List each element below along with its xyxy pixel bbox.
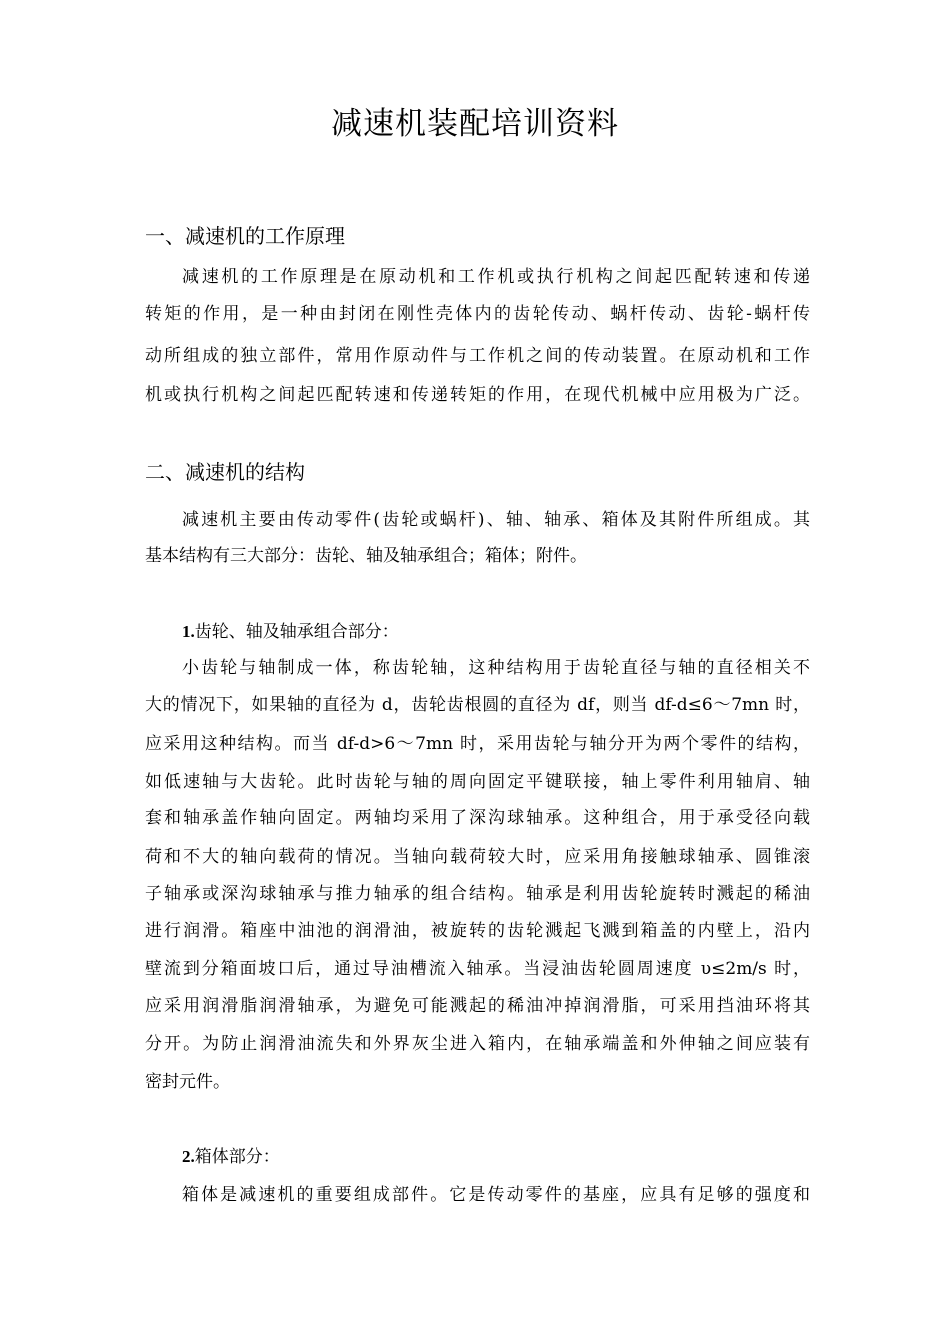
paragraph-line: 基本结构有三大部分：齿轮、轴及轴承组合；箱体；附件。 <box>145 546 587 566</box>
paragraph-line: 转矩的作用，是一种由封闭在刚性壳体内的齿轮传动、蜗杆传动、齿轮-蜗杆传 <box>145 304 810 324</box>
paragraph-line: 进行润滑。箱座中油池的润滑油，被旋转的齿轮溅起飞溅到箱盖的内壁上，沿内 <box>145 921 810 941</box>
subsection-heading-housing <box>182 1145 280 1169</box>
subsection-heading-text: 齿轮、轴及轴承组合部分： <box>194 622 399 642</box>
subsection-number: 1. <box>182 622 195 641</box>
subsection-heading-text: 箱体部分： <box>194 1147 280 1167</box>
subsection-heading-gear-shaft-bearing <box>182 620 399 644</box>
section-heading-working-principle: 一、减速机的工作原理 <box>145 224 345 248</box>
section-heading-structure: 二、减速机的结构 <box>145 460 305 484</box>
paragraph-line: 箱体是减速机的重要组成部件。它是传动零件的基座，应具有足够的强度和 <box>182 1185 810 1205</box>
paragraph-line: 应采用这种结构。而当 df-d>6～7mn 时，采用齿轮与轴分开为两个零件的结构， <box>145 734 810 754</box>
paragraph-line: 分开。为防止润滑油流失和外界灰尘进入箱内，在轴承端盖和外伸轴之间应装有 <box>145 1034 810 1054</box>
paragraph-line: 密封元件。 <box>145 1072 230 1092</box>
paragraph-line: 套和轴承盖作轴向固定。两轴均采用了深沟球轴承。这种组合，用于承受径向载 <box>145 808 810 828</box>
paragraph-line: 大的情况下，如果轴的直径为 d，齿轮齿根圆的直径为 df，则当 df-d≤6～7mn 时， <box>145 695 810 715</box>
paragraph-line: 小齿轮与轴制成一体，称齿轮轴，这种结构用于齿轮直径与轴的直径相关不 <box>182 658 810 678</box>
paragraph-line: 减速机的工作原理是在原动机和工作机或执行机构之间起匹配转速和传递 <box>182 267 810 287</box>
paragraph-line: 减速机主要由传动零件(齿轮或蜗杆)、轴、轴承、箱体及其附件所组成。其 <box>182 510 810 530</box>
paragraph-line: 壁流到分箱面坡口后，通过导油槽流入轴承。当浸油齿轮圆周速度 υ≤2m/s 时， <box>145 959 810 979</box>
paragraph-line: 动所组成的独立部件，常用作原动件与工作机之间的传动装置。在原动机和工作 <box>145 346 810 366</box>
subsection-number: 2. <box>182 1147 195 1166</box>
paragraph-line: 如低速轴与大齿轮。此时齿轮与轴的周向固定平键联接，轴上零件利用轴肩、轴 <box>145 772 810 792</box>
paragraph-line: 子轴承或深沟球轴承与推力轴承的组合结构。轴承是利用齿轮旋转时溅起的稀油 <box>145 884 810 904</box>
document-title: 减速机装配培训资料 <box>331 106 619 142</box>
paragraph-line: 应采用润滑脂润滑轴承，为避免可能溅起的稀油冲掉润滑脂，可采用挡油环将其 <box>145 996 810 1016</box>
paragraph-line: 机或执行机构之间起匹配转速和传递转矩的作用，在现代机械中应用极为广泛。 <box>145 385 810 405</box>
paragraph-line: 荷和不大的轴向载荷的情况。当轴向载荷较大时，应采用角接触球轴承、圆锥滚 <box>145 847 810 867</box>
